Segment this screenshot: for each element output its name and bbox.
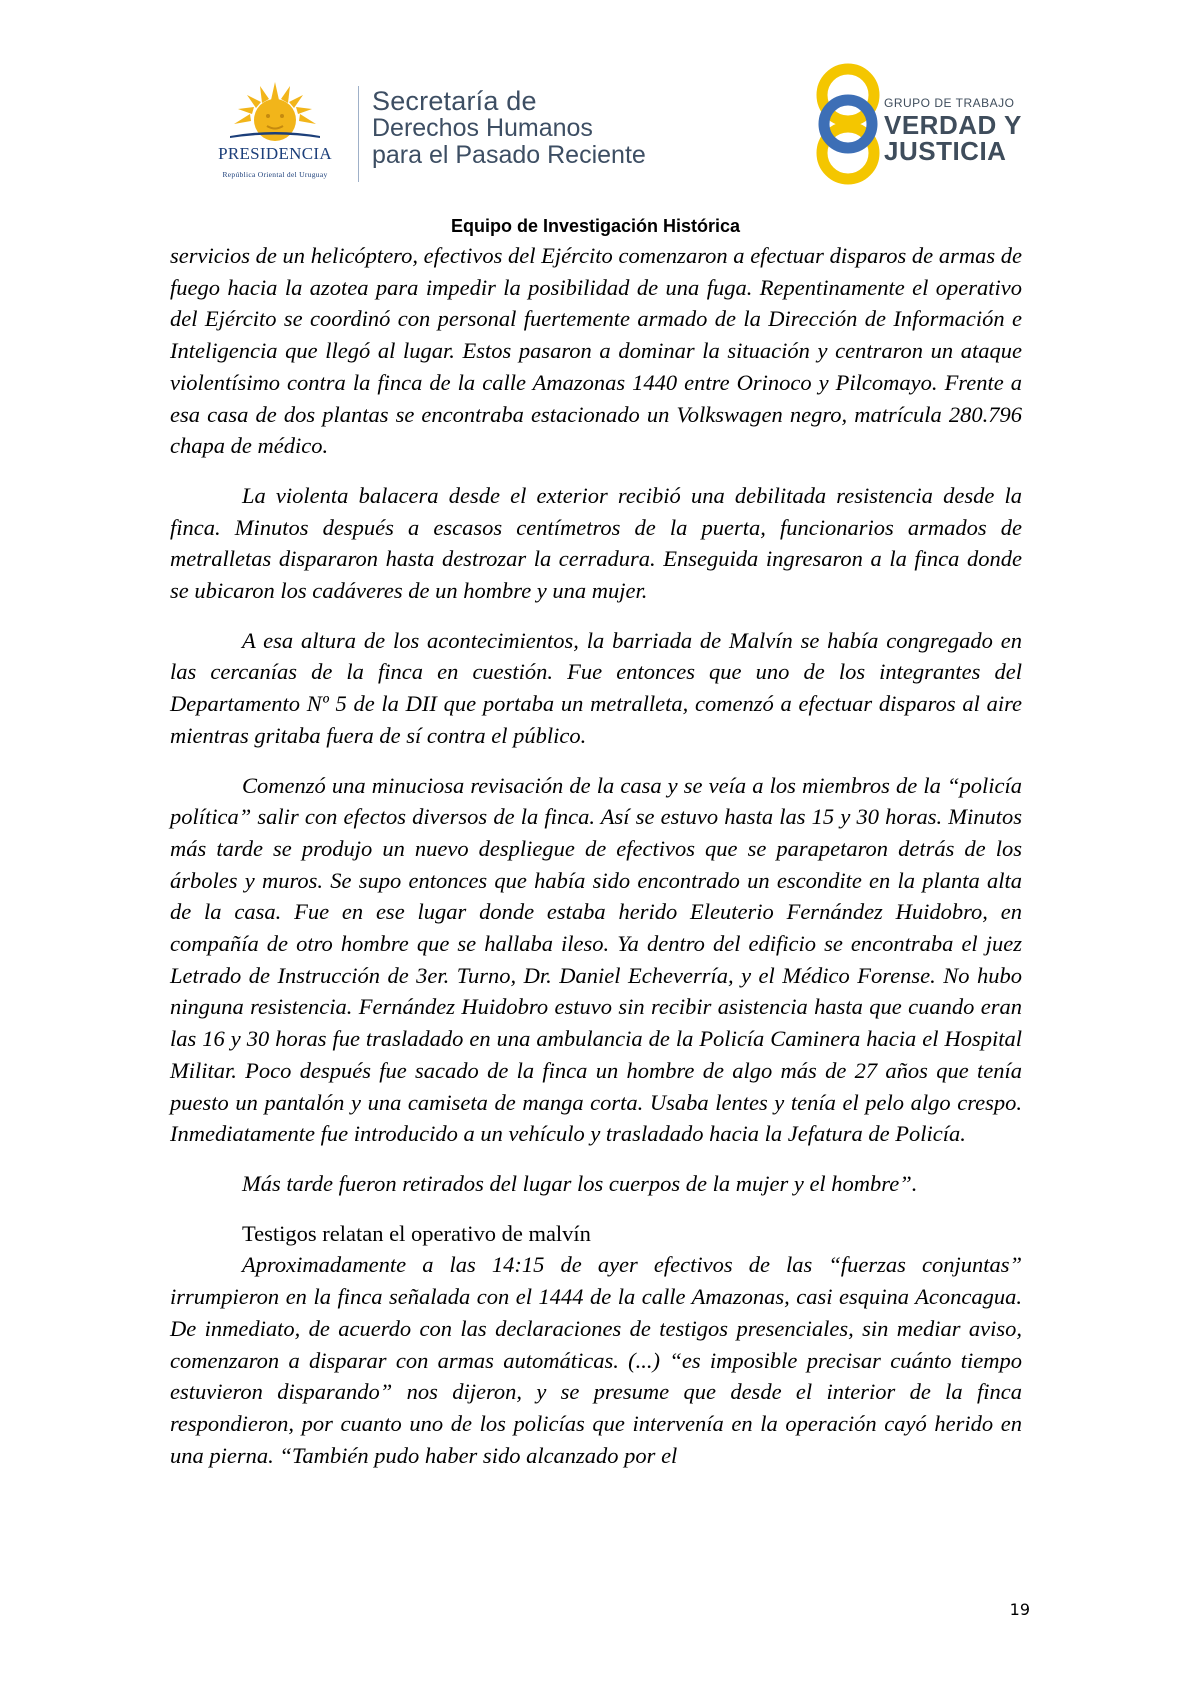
secretaria-line-2: Derechos Humanos (372, 114, 593, 142)
paragraph-1: servicios de un helicóptero, efectivos del Ejército comenzaron a efectuar disparos de armas de fuego hacia la azotea para impedir la posibilidad de una fuga. Repentinamente el operativo del Ejército se coordinó con personal fuertemente armado de la Dirección de Información e Inteligencia que llegó al lugar. Estos pasaron a dominar la situación y centraron un ataque violentísimo contra la finca de la calle Amazonas 1440 entre Orinoco y Pilcomayo. Frente a esa casa de dos plantas se encontraba estacionado un Volkswagen negro, matrícula 280.796 chapa de médico. (170, 243, 1022, 459)
grupo-line-1: GRUPO DE TRABAJO (884, 96, 1015, 110)
presidencia-name: PRESIDENCIA (218, 144, 332, 163)
paragraph-2: La violenta balacera desde el exterior recibió una debilitada resistencia desde la finca. Minutos después a escasos centímetros de la puerta, funcionarios armados de metralletas dispararon hasta destrozar la cerradura. Enseguida ingresaron a la finca donde se ubicaron los cadáveres de un hombre y una mujer. (170, 482, 1022, 604)
body-text (170, 240, 1022, 1471)
paragraph-5: Más tarde fueron retirados del lugar los cuerpos de la mujer y el hombre”. (242, 1170, 918, 1196)
section-paragraph: Aproximadamente a las 14:15 de ayer efectivos de las “fuerzas conjuntas” irrumpieron en la finca señalada con el 1444 de la calle Amazonas, casi esquina Aconcagua. De inmediato, de acuerdo con las declaraciones de testigos presenciales, sin mediar aviso, comenzaron a disparar con armas automáticas. (...) “es imposible precisar cuánto tiempo estuvieron disparando” nos dijeron, y se presume que desde el interior de la finca respondieron, por cuanto uno de los policías que intervenía en la operación cayó herido en una pierna. “También pudo haber sido alcanzado por el (170, 1252, 1022, 1468)
paragraph-4: Comenzó una minuciosa revisación de la casa y se veía a los miembros de la “policía política” salir con efectos diversos de la finca. Así se estuvo hasta las 15 y 30 horas. Minutos más tarde se produjo un nuevo despliegue de efectivos que se parapetaron detrás de los árboles y muros. Se supo entonces que había sido encontrado un escondite en la planta alta de la casa. Fue en ese lugar donde estaba herido Eleuterio Fernández Huidobro, en compañía de otro hombre que se hallaba ileso. Ya dentro del edificio se encontraba el juez Letrado de Instrucción de 3er. Turno, Dr. Daniel Echeverría, y el Médico Forense. No hubo ninguna resistencia. Fernández Huidobro estuvo sin recibir asistencia hasta que cuando eran las 16 y 30 horas fue trasladado en una ambulancia de la Policía Caminera hacia el Hospital Militar. Poco después fue sacado de la finca un hombre de algo más de 27 años que tenía puesto un pantalón y una camiseta de manga corta. Usaba lentes y tenía el pelo algo crespo. Inmediatamente fue introducido a un vehículo y trasladado hacia la Jefatura de Policía. (170, 772, 1022, 1147)
page-title: Equipo de Investigación Histórica (450, 216, 741, 236)
secretaria-title (372, 88, 646, 169)
grupo-line-2: VERDAD Y (884, 110, 1022, 140)
page-number: 19 (1009, 1600, 1030, 1619)
paragraph-3: A esa altura de los acontecimientos, la barriada de Malvín se había congregado en las cercanías de la finca en cuestión. Fue entonces que uno de los integrantes del Departamento Nº 5 de la DII que portaba un metralleta, comenzó a efectuar disparos al aire mientras gritaba fuera de sí contra el público. (170, 627, 1022, 748)
sun-icon (230, 80, 320, 144)
grupo-line-3: JUSTICIA (884, 136, 1007, 166)
grupo-trabajo-title (884, 96, 1022, 164)
secretaria-line-1: Secretaría de (372, 86, 537, 116)
section-heading: Testigos relatan el operativo de malvín (242, 1220, 591, 1246)
rings-logo-icon (808, 62, 888, 186)
secretaria-line-3: para el Pasado Reciente (372, 141, 646, 169)
presidencia-subtitle: República Oriental del Uruguay (222, 170, 328, 179)
presidencia-logo (196, 80, 354, 190)
header-divider (358, 86, 359, 182)
